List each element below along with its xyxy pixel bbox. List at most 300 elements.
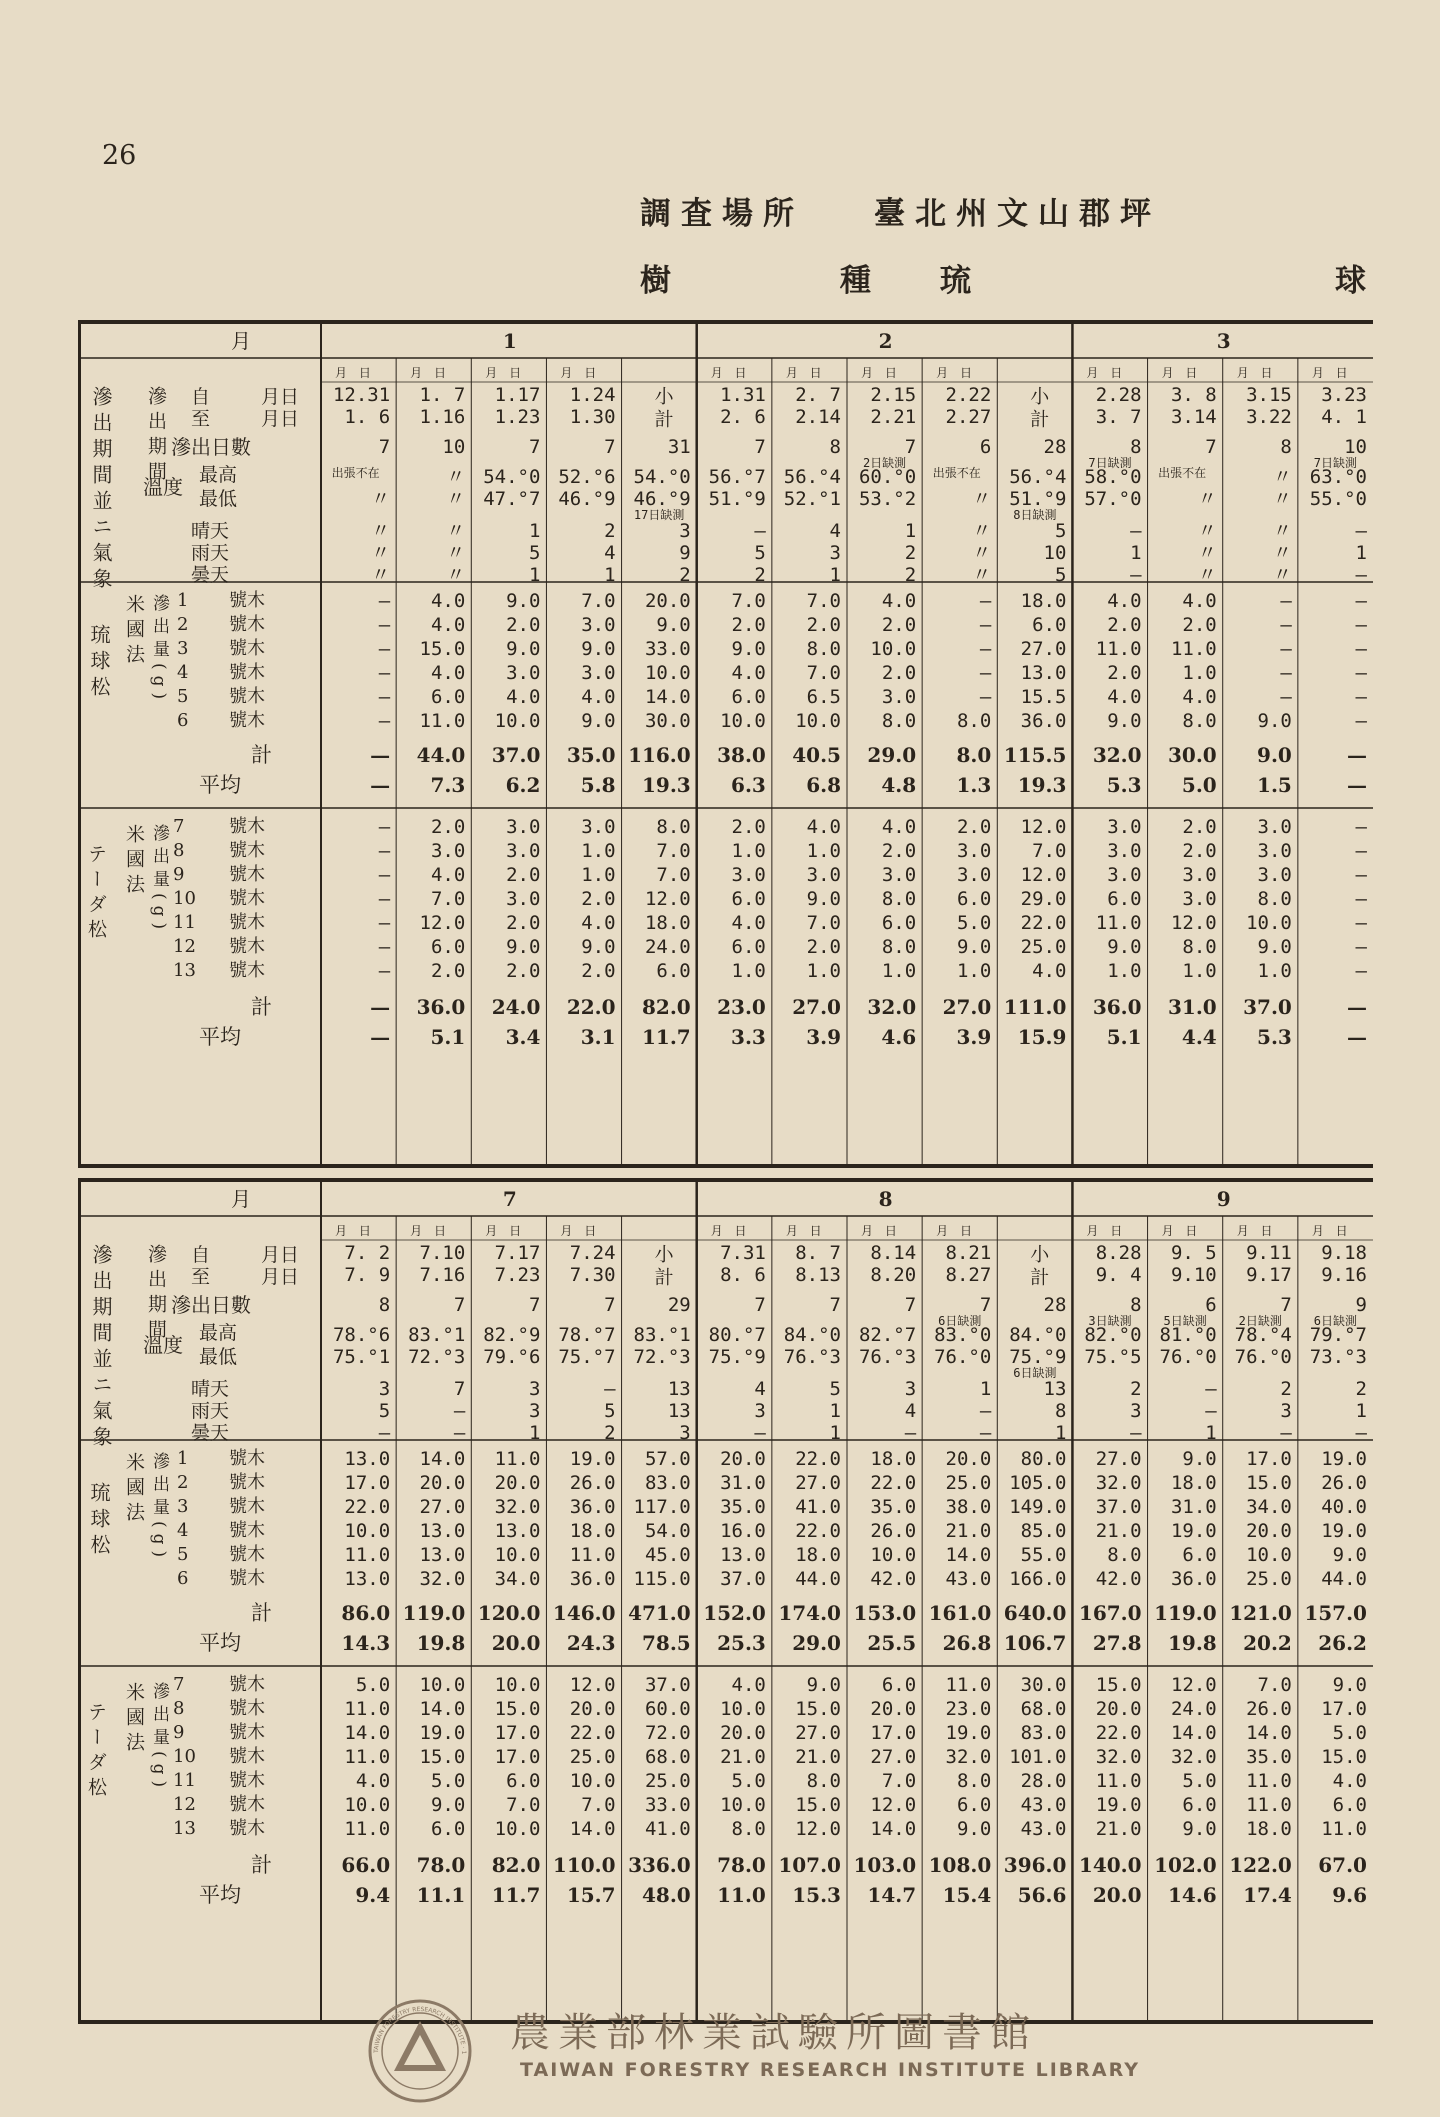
rain-days-cell: 〃 [371, 542, 391, 564]
period-from-cell: 7.10 [419, 1242, 466, 1264]
group-average-cell: 3.1 [580, 1025, 616, 1049]
exudation-cell: 6.5 [806, 686, 841, 708]
exudation-cell: 4.0 [1182, 590, 1217, 612]
group-sum-cell: 38.0 [717, 743, 766, 767]
exudation-cell: — [1355, 614, 1367, 636]
cloudy-days-cell: 〃 [1272, 564, 1292, 586]
tree-suffix-label: 號木 [229, 936, 265, 957]
exudation-cell: 11.0 [344, 1746, 391, 1768]
exudation-cell: 42.0 [1095, 1568, 1142, 1590]
exudation-cell: 19.0 [1170, 1520, 1217, 1542]
exudation-cell: 22.0 [1020, 912, 1067, 934]
group-sum-cell: 36.0 [1092, 995, 1142, 1019]
exudation-cell: 10.0 [494, 710, 541, 732]
tree-suffix-label: 號木 [229, 1770, 265, 1791]
cloudy-days-cell: — [453, 1422, 466, 1444]
exudation-cell: 9.0 [806, 888, 841, 910]
tree-suffix-label: 號木 [229, 1448, 265, 1469]
exudation-cell: 7.0 [1257, 1674, 1292, 1696]
exudation-cell: 2.0 [1107, 662, 1142, 684]
exudation-cell: 101.0 [1009, 1746, 1067, 1768]
max-temp-cell: 56.°4 [783, 466, 841, 488]
exudation-days-cell: 29 [667, 1294, 691, 1316]
tree-number: 8 [173, 840, 185, 861]
exudation-cell: — [1355, 888, 1367, 910]
period-to-cell: 1.30 [569, 406, 616, 428]
exudation-cell: 1.0 [731, 840, 766, 862]
exudation-cell: 3.0 [581, 614, 616, 636]
exudation-cell: 13.0 [419, 1544, 466, 1566]
exudation-cell: 43.0 [1020, 1794, 1067, 1816]
min-temp-cell: 72.°3 [408, 1346, 466, 1368]
month-day-label: 月日 [261, 1266, 300, 1288]
group-average-cell: 11.1 [416, 1883, 466, 1907]
exudation-cell: — [378, 662, 391, 684]
exudation-cell: 31.0 [720, 1472, 766, 1494]
library-name-en: TAIWAN FORESTRY RESEARCH INSTITUTE LIBRARY [520, 2059, 1140, 2081]
average-label: 平均 [199, 1025, 241, 1049]
clear-days-cell: 1 [979, 1378, 992, 1400]
period-to-cell: 7.16 [419, 1264, 466, 1286]
cloudy-days-cell: 1 [1205, 1422, 1217, 1444]
rain-days-cell: 5 [604, 1400, 616, 1422]
temperature-label: 溫度 [143, 1333, 183, 1357]
clear-days-cell: 2 [604, 520, 616, 542]
max-temp-cell: 56.°4 [1009, 466, 1067, 488]
min-temp-cell: 〃 [1272, 488, 1292, 510]
group-average-cell: 5.3 [1106, 773, 1142, 797]
group-sum-cell: 121.0 [1229, 1601, 1292, 1625]
exudation-cell: 2.0 [506, 864, 541, 886]
exudation-cell: 11.0 [1170, 638, 1217, 660]
min-temp-cell: 47.°7 [483, 488, 541, 510]
sum-label: 計 [251, 1601, 272, 1625]
group-average-cell: 3.9 [806, 1025, 841, 1049]
exudation-label: 滲出量(g) [149, 1452, 169, 1564]
tree-number: 5 [177, 686, 189, 707]
exudation-cell: 12.0 [870, 1794, 917, 1816]
tree-suffix-label: 號木 [229, 1698, 265, 1719]
group-average-cell: 20.2 [1243, 1631, 1292, 1655]
group-average-cell: 6.2 [505, 773, 541, 797]
us-method-label: 米國法 [123, 594, 145, 669]
exudation-cell: 18.0 [1246, 1818, 1292, 1840]
min-label: 最低 [199, 1346, 238, 1368]
min-temp-cell: 〃 [371, 488, 391, 510]
tree-suffix-label: 號木 [229, 710, 265, 731]
exudation-cell: — [1280, 638, 1292, 660]
group-sum-cell: 115.5 [1003, 743, 1067, 767]
exudation-label: 滲出量(g) [149, 824, 169, 936]
group-average-cell: 15.4 [942, 1883, 992, 1907]
exudation-cell: 36.0 [569, 1496, 616, 1518]
period-to-cell: 8.13 [795, 1264, 841, 1286]
rain-days-cell: 〃 [972, 542, 992, 564]
exudation-days-cell: 7 [604, 436, 616, 458]
exudation-cell: 2.0 [581, 888, 616, 910]
exudation-cell: 9.0 [506, 638, 541, 660]
exudation-cell: 55.0 [1020, 1544, 1067, 1566]
period-from-cell: 7.31 [720, 1242, 766, 1264]
month-day-heading: 月 日 [861, 1224, 901, 1238]
group-sum-cell: 35.0 [566, 743, 616, 767]
rain-days-cell: 2 [904, 542, 917, 564]
group-sum-cell: 27.0 [942, 995, 992, 1019]
group-sum-cell: 27.0 [792, 995, 841, 1019]
period-from-cell: 3.15 [1246, 384, 1292, 406]
exudation-cell: 7.0 [581, 1794, 616, 1816]
tree-number: 3 [177, 638, 189, 659]
month-number: 3 [1216, 329, 1231, 353]
min-temp-cell: 46.°9 [633, 488, 691, 510]
exudation-cell: — [979, 614, 992, 636]
exudation-cell: — [979, 686, 992, 708]
exudation-cell: 11.0 [419, 710, 466, 732]
exudation-cell: 68.0 [1020, 1698, 1067, 1720]
exudation-cell: 14.0 [1246, 1722, 1292, 1744]
rain-days-cell: 1 [1355, 1400, 1367, 1422]
from-label: 自 [191, 1244, 211, 1266]
rain-days-cell: 〃 [1272, 542, 1292, 564]
exudation-cell: 11.0 [945, 1674, 992, 1696]
exudation-cell: 10.0 [419, 1674, 466, 1696]
days-label: 滲出日數 [171, 1293, 251, 1317]
cloudy-days-cell: 〃 [972, 564, 992, 586]
period-from-cell: 3.23 [1321, 384, 1367, 406]
exudation-cell: 17.0 [494, 1722, 541, 1744]
min-temp-cell: 51.°9 [1009, 488, 1067, 510]
tree-number: 13 [173, 960, 196, 981]
exudation-cell: 4.0 [1332, 1770, 1367, 1792]
group-sum-cell: 32.0 [1092, 743, 1142, 767]
month-day-heading: 月 日 [335, 366, 375, 380]
cloudy-days-cell: — [754, 1422, 766, 1444]
month-day-heading: 月 日 [1311, 366, 1352, 380]
exudation-cell: 1.0 [581, 840, 616, 862]
exudation-cell: — [1355, 864, 1367, 886]
exudation-cell: 9.0 [656, 614, 691, 636]
month-number: 8 [878, 1187, 893, 1211]
exudation-cell: 1.0 [581, 864, 616, 886]
group-sum-cell: 24.0 [491, 995, 541, 1019]
tree-number: 9 [173, 1722, 185, 1743]
exudation-days-cell: 7 [378, 436, 391, 458]
cloudy-days-cell: 1 [528, 564, 541, 586]
exudation-cell: 19.0 [945, 1722, 992, 1744]
exudation-cell: 27.0 [795, 1722, 841, 1744]
month-day-heading: 月 日 [861, 366, 901, 380]
month-number: 7 [502, 1187, 517, 1211]
exudation-cell: 15.0 [494, 1698, 541, 1720]
max-temp-cell: 出張不在 [331, 466, 380, 480]
exudation-cell: 18.0 [569, 1520, 616, 1542]
group-average-cell: 5.0 [1181, 773, 1217, 797]
cloudy-days-cell: 〃 [446, 564, 466, 586]
cloudy-days-cell: 〃 [1197, 564, 1217, 586]
exudation-cell: — [1355, 936, 1367, 958]
exudation-cell: 4.0 [731, 662, 766, 684]
group-sum-cell: 116.0 [628, 743, 691, 767]
exudation-days-cell: 7 [979, 1294, 992, 1316]
exudation-cell: 14.0 [945, 1544, 992, 1566]
location-title-part: 臺北州文山郡坪 [874, 196, 1161, 232]
max-temp-cell: 84.°0 [783, 1324, 841, 1346]
tree-number: 4 [177, 1520, 189, 1541]
subtotal-label: 小計 [651, 1244, 674, 1290]
seal-text: TAIWAN FORESTRY RESEARCH INSTITUTE · 1 [372, 2005, 468, 2055]
exudation-cell: 4.0 [506, 686, 541, 708]
exudation-cell: 7.0 [656, 864, 691, 886]
group-sum-cell: 119.0 [402, 1601, 466, 1625]
month-header-label: 月 [231, 1187, 251, 1211]
exudation-cell: — [1280, 590, 1292, 612]
clear-days-cell: 3 [378, 1378, 391, 1400]
cloudy-days-cell: 2 [604, 1422, 616, 1444]
exudation-cell: 11.0 [1095, 638, 1142, 660]
rain-days-cell: 1 [1355, 542, 1367, 564]
max-temp-cell: 80.°7 [708, 1324, 766, 1346]
tree-suffix-label: 號木 [229, 1520, 265, 1541]
period-from-cell: 1. 7 [419, 384, 466, 406]
exudation-days-cell: 6 [979, 436, 992, 458]
rain-days-cell: 3 [528, 1400, 541, 1422]
tree-number: 11 [173, 1770, 196, 1791]
group-average-cell: 15.3 [792, 1883, 841, 1907]
exudation-cell: 10.0 [494, 1818, 541, 1840]
exudation-cell: 20.0 [945, 1448, 992, 1470]
exudation-cell: — [378, 638, 391, 660]
exudation-cell: 10.0 [344, 1794, 391, 1816]
exudation-cell: 15.0 [1095, 1674, 1142, 1696]
group-sum-cell: 44.0 [416, 743, 466, 767]
exudation-cell: 25.0 [1246, 1568, 1292, 1590]
exudation-cell: 28.0 [1020, 1770, 1067, 1792]
min-temp-cell: 〃 [1197, 488, 1217, 510]
exudation-cell: 2.0 [506, 614, 541, 636]
month-day-heading: 月 日 [1086, 1224, 1127, 1238]
period-to-cell: 3. 7 [1095, 406, 1142, 428]
min-temp-cell: 76.°3 [783, 1346, 841, 1368]
exudation-cell: — [378, 936, 391, 958]
exudation-days-cell: 10 [442, 436, 466, 458]
rain-days-label: 雨天 [191, 1400, 230, 1422]
exudation-cell: 3.0 [430, 840, 466, 862]
period-from-cell: 2.28 [1095, 384, 1142, 406]
exudation-cell: 13.0 [419, 1520, 466, 1542]
max-temp-cell: 82.°9 [483, 1324, 541, 1346]
exudation-cell: 4.0 [731, 1674, 766, 1696]
exudation-cell: 6.0 [881, 1674, 917, 1696]
group-sum-cell: 640.0 [1003, 1601, 1067, 1625]
group-sum-cell: 22.0 [566, 995, 616, 1019]
group-sum-cell: 78.0 [717, 1853, 766, 1877]
cloudy-days-cell: — [1355, 564, 1367, 586]
period-to-cell: 8.20 [870, 1264, 917, 1286]
exudation-cell: 6.0 [1332, 1794, 1367, 1816]
group-average-cell: 56.6 [1017, 1883, 1067, 1907]
exudation-cell: 2.0 [731, 816, 766, 838]
exudation-cell: 11.0 [1246, 1770, 1292, 1792]
exudation-cell: 2.0 [506, 960, 541, 982]
group-average-cell: 6.8 [806, 773, 841, 797]
month-day-label: 月日 [261, 1244, 300, 1266]
exudation-cell: 5.0 [956, 912, 992, 934]
month-day-heading: 月 日 [560, 366, 601, 380]
tree-number: 10 [173, 1746, 196, 1767]
cloudy-days-cell: 3 [679, 1422, 691, 1444]
exudation-cell: 14.0 [569, 1818, 616, 1840]
exudation-cell: 25.0 [569, 1746, 616, 1768]
exudation-cell: 7.0 [806, 662, 841, 684]
rain-days-cell: 〃 [446, 542, 466, 564]
month-day-heading: 月 日 [785, 366, 826, 380]
min-temp-cell: 75.°1 [332, 1346, 391, 1368]
to-label: 至 [191, 1266, 211, 1288]
tree-number: 10 [173, 888, 196, 909]
tree-number: 3 [177, 1496, 189, 1517]
clear-days-cell: — [1130, 520, 1142, 542]
exudation-cell: 32.0 [494, 1496, 541, 1518]
library-stamp [360, 1995, 1240, 2105]
exudation-cell: 10.0 [720, 710, 766, 732]
exudation-cell: 21.0 [1095, 1520, 1142, 1542]
group-sum-cell: 471.0 [628, 1601, 691, 1625]
missing-note: 7日缺測 [1313, 456, 1358, 470]
missing-note: 6日缺測 [1013, 1366, 1057, 1380]
exudation-days-cell: 7 [604, 1294, 616, 1316]
exudation-cell: 6.0 [731, 888, 766, 910]
taeda-pine-label: テーダ松 [85, 844, 107, 944]
exudation-cell: — [1355, 840, 1367, 862]
exudation-cell: 13.0 [720, 1544, 766, 1566]
exudation-cell: 117.0 [633, 1496, 691, 1518]
month-day-label: 月日 [261, 386, 300, 408]
exudation-cell: — [378, 960, 391, 982]
tree-suffix-label: 號木 [229, 1746, 265, 1767]
cloudy-days-cell: — [979, 1422, 992, 1444]
clear-days-cell: 1 [904, 520, 917, 542]
missing-note: 8日缺測 [1013, 508, 1057, 522]
group-average-cell: 1.5 [1257, 773, 1292, 797]
missing-note: 3日缺測 [1088, 1314, 1132, 1328]
exudation-days-cell: 7 [904, 436, 917, 458]
exudation-cell: 34.0 [494, 1568, 541, 1590]
month-day-heading: 月 日 [1236, 1224, 1277, 1238]
group-average-cell: 20.0 [491, 1631, 541, 1655]
max-temp-cell: 78.°4 [1234, 1324, 1292, 1346]
group-average-cell: 106.7 [1003, 1631, 1067, 1655]
exudation-cell: 22.0 [1095, 1722, 1142, 1744]
exudation-cell: 17.0 [1321, 1698, 1367, 1720]
rain-days-cell: 3 [829, 542, 841, 564]
exudation-cell: 3.0 [881, 864, 917, 886]
exudation-cell: 8.0 [1107, 1544, 1142, 1566]
exudation-cell: 2.0 [806, 614, 841, 636]
period-to-cell: 2.21 [870, 406, 917, 428]
exudation-cell: 26.0 [1246, 1698, 1292, 1720]
rain-days-cell: 10 [1043, 542, 1067, 564]
exudation-cell: 20.0 [644, 590, 691, 612]
exudation-cell: 9.0 [1182, 1448, 1217, 1470]
exudation-cell: 37.0 [644, 1674, 691, 1696]
exudation-cell: 11.0 [569, 1544, 616, 1566]
data-table-jan-mar [78, 320, 1373, 1168]
month-number: 2 [878, 329, 893, 353]
exudation-cell: 2.0 [506, 912, 541, 934]
us-method-label: 米國法 [123, 1452, 145, 1527]
period-from-cell: 7.17 [494, 1242, 541, 1264]
exudation-cell: 12.0 [1170, 912, 1217, 934]
group-sum-cell: 146.0 [552, 1601, 616, 1625]
exudation-cell: 7.0 [506, 1794, 541, 1816]
tree-suffix-label: 號木 [229, 1568, 265, 1589]
location-title [640, 188, 1161, 233]
exudation-cell: 6.0 [956, 888, 992, 910]
clear-days-label: 晴天 [191, 520, 230, 542]
exudation-cell: 2.0 [430, 816, 466, 838]
max-temp-cell: 82.°7 [858, 1324, 917, 1346]
tree-suffix-label: 號木 [229, 638, 265, 659]
group-average-cell: 3.3 [731, 1025, 766, 1049]
tree-number: 13 [173, 1818, 196, 1839]
clear-days-cell: 13 [667, 1378, 691, 1400]
month-day-heading: 月 日 [936, 1224, 976, 1238]
group-average-cell: 27.8 [1092, 1631, 1142, 1655]
exudation-cell: 6.0 [430, 1818, 466, 1840]
month-day-heading: 月 日 [710, 1224, 751, 1238]
taeda-pine-label: テーダ松 [85, 1702, 107, 1802]
days-label: 滲出日數 [171, 435, 251, 459]
exudation-cell: 4.0 [1032, 960, 1067, 982]
month-day-heading: 月 日 [410, 366, 450, 380]
exudation-cell: 3.0 [1257, 840, 1292, 862]
exudation-cell: 22.0 [870, 1472, 917, 1494]
exudation-cell: 2.0 [430, 960, 466, 982]
month-day-heading: 月 日 [1311, 1224, 1352, 1238]
exudation-cell: 43.0 [945, 1568, 992, 1590]
species-title-char: 樹 [640, 263, 671, 299]
exudation-cell: 8.0 [806, 1770, 841, 1792]
exudation-cell: 54.0 [644, 1520, 691, 1542]
cloudy-days-cell: — [1130, 1422, 1142, 1444]
max-label: 最高 [199, 1322, 238, 1344]
exudation-cell: 166.0 [1009, 1568, 1067, 1590]
max-temp-cell: 54.°0 [633, 466, 691, 488]
exudation-days-cell: 7 [754, 436, 766, 458]
clear-days-cell: 〃 [1272, 520, 1292, 542]
exudation-cell: — [378, 816, 391, 838]
exudation-cell: — [1355, 686, 1367, 708]
temperature-label: 溫度 [143, 475, 183, 499]
exudation-days-cell: 9 [1355, 1294, 1367, 1316]
rain-days-cell: 〃 [1197, 542, 1217, 564]
period-to-cell: 3.22 [1246, 406, 1292, 428]
period-from-cell: 9. 5 [1170, 1242, 1217, 1264]
exudation-cell: 17.0 [870, 1722, 917, 1744]
group-sum-cell: 78.0 [416, 1853, 466, 1877]
exudation-cell: 12.0 [569, 1674, 616, 1696]
min-temp-cell: 76.°3 [858, 1346, 917, 1368]
exudation-cell: 9.0 [1257, 710, 1292, 732]
exudation-cell: 9.0 [1107, 936, 1142, 958]
exudation-cell: 38.0 [945, 1496, 992, 1518]
exudation-days-cell: 7 [1280, 1294, 1292, 1316]
exudation-cell: 10.0 [870, 1544, 917, 1566]
exudation-cell: 5.0 [1182, 1770, 1217, 1792]
period-to-cell: 3.14 [1170, 406, 1217, 428]
exudation-cell: 13.0 [494, 1520, 541, 1542]
min-temp-cell: 76.°0 [1159, 1346, 1217, 1368]
